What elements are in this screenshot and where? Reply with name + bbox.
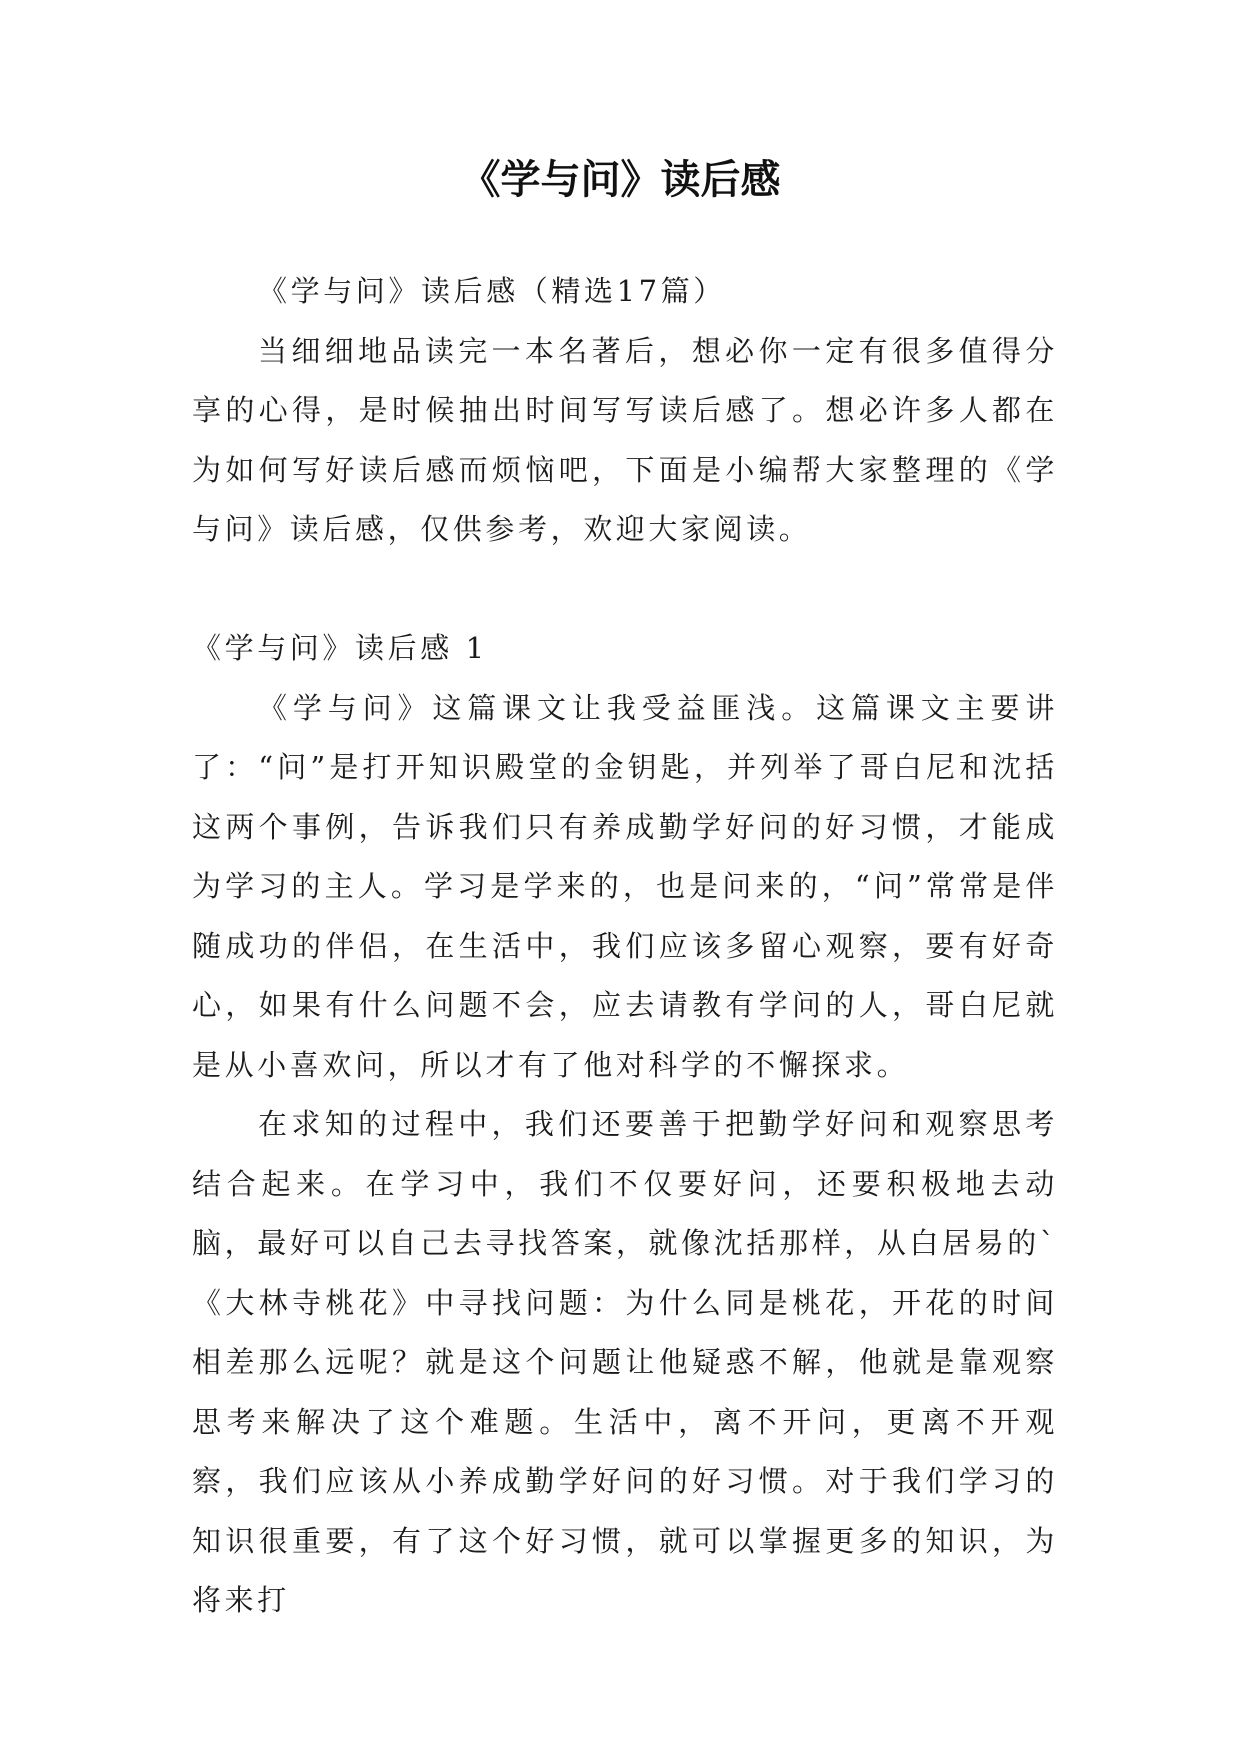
body-paragraph: 《学与问》这篇课文让我受益匪浅。这篇课文主要讲了：“问”是打开知识殿堂的金钥匙，并列举了哥白尼和沈括这两个事例，告诉我们只有养成勤学好问的好习惯，才能成为学习的主人。学习是学来的，也是问来的，“问”常常是伴随成功的伴侣，在生活中，我们应该多留心观察，要有好奇心，如果有什么问题不会，应去请教有学问的人，哥白尼就是从小喜欢问，所以才有了他对科学的不懈探求。: [192, 690, 1058, 1082]
blank-line: [192, 560, 1058, 620]
document-title: 《学与问》读后感: [460, 157, 781, 203]
subtitle: 《学与问》读后感（精选17篇）: [258, 274, 726, 308]
body-paragraph: 在求知的过程中，我们还要善于把勤学好问和观察思考结合起来。在学习中，我们不仅要好问，还要积极地去动脑，最好可以自己去寻找答案，就像沈括那样，从白居易的`《大林寺桃花》中寻找问题：为什么同是桃花，开花的时间相差那么远呢？就是这个问题让他疑惑不解，他就是靠观察思考来解决了这个难题。生活中，离不开问，更离不开观察，我们应该从小养成勤学好问的好习惯。对于我们学习的知识很重要，有了这个好习惯，就可以掌握更多的知识，为将来打: [192, 1107, 1058, 1617]
document-body: [192, 262, 1058, 1631]
intro-paragraph: 当细细地品读完一本名著后，想必你一定有很多值得分享的心得，是时候抽出时间写写读后感了。想必许多人都在为如何写好读后感而烦恼吧，下面是小编帮大家整理的《学与问》读后感，仅供参考，欢迎大家阅读。: [192, 333, 1058, 546]
section-heading: 《学与问》读后感 1: [192, 631, 488, 665]
